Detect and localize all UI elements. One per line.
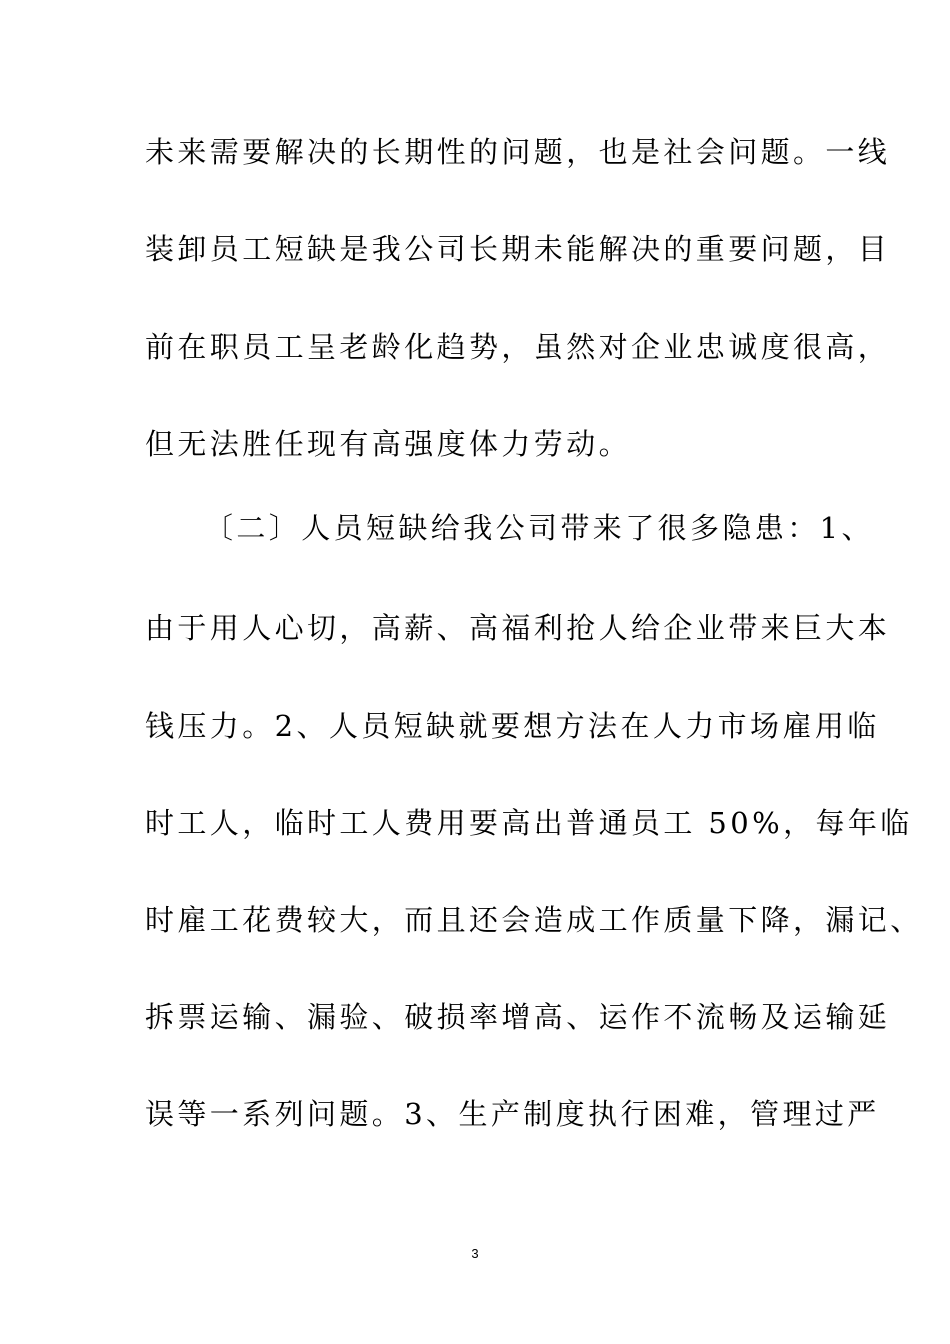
paragraph-line: 未来需要解决的长期性的问题，也是社会问题。一线 [145,135,891,169]
paragraph-line: 拆票运输、漏验、破损率增高、运作不流畅及运输延 [145,1000,891,1034]
paragraph-line: 钱压力。2、人员短缺就要想方法在人力市场雇用临 [145,709,880,743]
paragraph-line: 前在职员工呈老龄化趋势，虽然对企业忠诚度很高， [145,330,891,364]
paragraph-line: 但无法胜任现有高强度体力劳动。 [145,427,632,461]
paragraph-line: 误等一系列问题。3、生产制度执行困难，管理过严 [145,1097,880,1131]
paragraph-line: 由于用人心切，高薪、高福利抢人给企业带来巨大本 [145,611,891,645]
page-number: 3 [471,1246,479,1261]
paragraph-line: 时工人，临时工人费用要高出普通员工 50%，每年临 [145,806,913,840]
section-heading-line: 〔二〕人员短缺给我公司带来了很多隐患：1、 [204,511,874,545]
paragraph-line: 装卸员工短缺是我公司长期未能解决的重要问题，目 [145,232,891,266]
paragraph-line: 时雇工花费较大，而且还会造成工作质量下降，漏记、 [145,903,923,937]
